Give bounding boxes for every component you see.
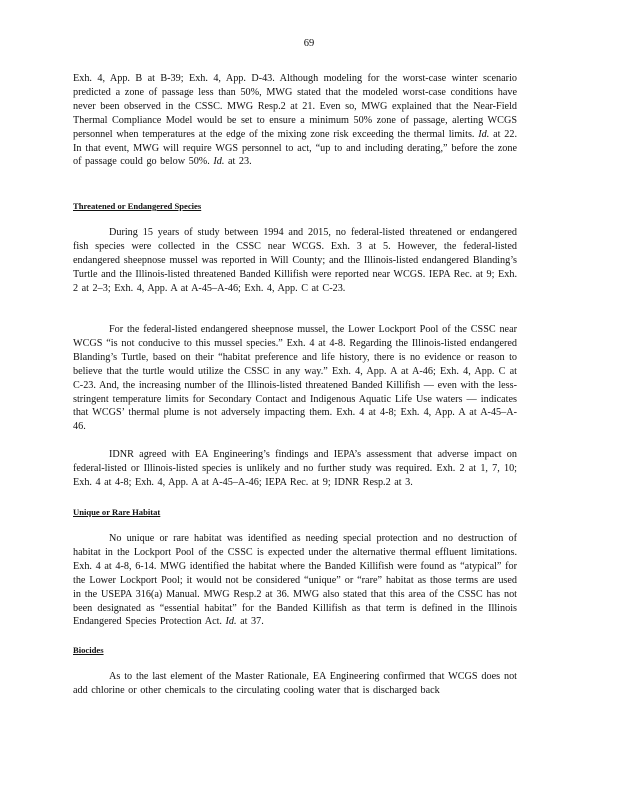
unique-paragraph-1	[73, 532, 517, 629]
threatened-paragraph-1: During 15 years of study between 1994 and 2015, no federal-listed threatened or endangered fish species were collected in the CSSC near WCGS. Exh. 3 at 5. However, the federal-listed endangered sheepnose mussel was reported in Will County; and the Illinois-listed endangered Blanding’s Turtle and the Illinois-listed threatened Banded Killifish were reported near WCGS. IEPA Rec. at 9; Exh. 2 at 2–3; Exh. 4, App. A at A-45–A-46; Exh. 4, App. C at C-23.	[73, 227, 517, 294]
heading-unique-habitat: Unique or Rare Habitat	[73, 507, 161, 517]
biocides-paragraph-1: As to the last element of the Master Rationale, EA Engineering confirmed that WCGS does not add chlorine or other chemicals to the circulating cooling water that is discharged back	[73, 671, 517, 696]
intro-cite-2: Id.	[213, 156, 225, 168]
threatened-paragraph-2: For the federal-listed endangered sheepnose mussel, the Lower Lockport Pool of the CSSC near WCGS “is not conducive to this mussel species.” Exh. 4 at 4-8. Regarding the Illinois-listed endangered Blanding’s Turtle, based on their “habitat preference and life history, there is no evidence or reason to believe that the turtle would utilize the CSSC in any way.” Exh. 4, App. A at A-46; Exh. 4, App. C at C-23. And, the increasing number of the Illinois-listed threatened Banded Killifish — even with the less-stringent temperature limits for Secondary Contact and Indigenous Aquatic Life Use waters — indicates that WCGS’ thermal plume is not adversely impacting them. Exh. 4 at 4-8; Exh. 4, App. A at A-45–A-46.	[73, 324, 517, 433]
page-number: 69	[303, 38, 315, 49]
intro-paragraph	[73, 72, 517, 169]
heading-biocides: Biocides	[73, 645, 104, 655]
intro-text-2: at 22. In that event, MWG will require WGS personnel to act, “up to and including derating,” before the zone of passage could go below 50%.	[73, 128, 518, 168]
unique-text-a: No unique or rare habitat was identified as needing special protection and no destruction of habitat in the Lockport Pool of the CSSC is expected under the alternative thermal effluent limitations. Exh. 4 at 4-8, 6-14. MWG identified the habitat where the Banded Killifish were found as “atypical” for the Lower Lockport Pool; it would not be considered “unique” or “rare” habitat as those terms are used in the USEPA 316(a) Manual. MWG Resp.2 at 36. MWG also stated that this area of the CSSC has not been designated as “essential habitat” for the Banded Killifish as that term is defined in the Illinois Endangered Species Protection Act.	[73, 533, 517, 628]
intro-text-3: at 23.	[224, 156, 252, 168]
intro-text: Exh. 4, App. B at B-39; Exh. 4, App. D-43. Although modeling for the worst-case winter scenario predicted a zone of passage less than 50%, MWG stated that the modeled worst-case conditions have never been observed in the CSSC. MWG Resp.2 at 21. Even so, MWG explained that the Near-Field Thermal Compliance Model would be set to ensure a minimum 50% zone of passage, alerting WCGS personnel when temperatures at the edge of the mixing zone risk exceeding the thermal limits.	[73, 73, 517, 140]
threatened-paragraph-3: IDNR agreed with EA Engineering’s findings and IEPA’s assessment that adverse impact on federal-listed or Illinois-listed species is unlikely and no further study was required. Exh. 2 at 1, 7, 10; Exh. 4 at 4-8; Exh. 4, App. A at A-45–A-46; IEPA Rec. at 9; IDNR Resp.2 at 3.	[73, 449, 517, 488]
intro-cite-1: Id.	[478, 128, 490, 140]
unique-cite: Id.	[225, 616, 237, 628]
unique-text-b: at 37.	[236, 616, 264, 628]
heading-threatened-species: Threatened or Endangered Species	[73, 201, 202, 211]
